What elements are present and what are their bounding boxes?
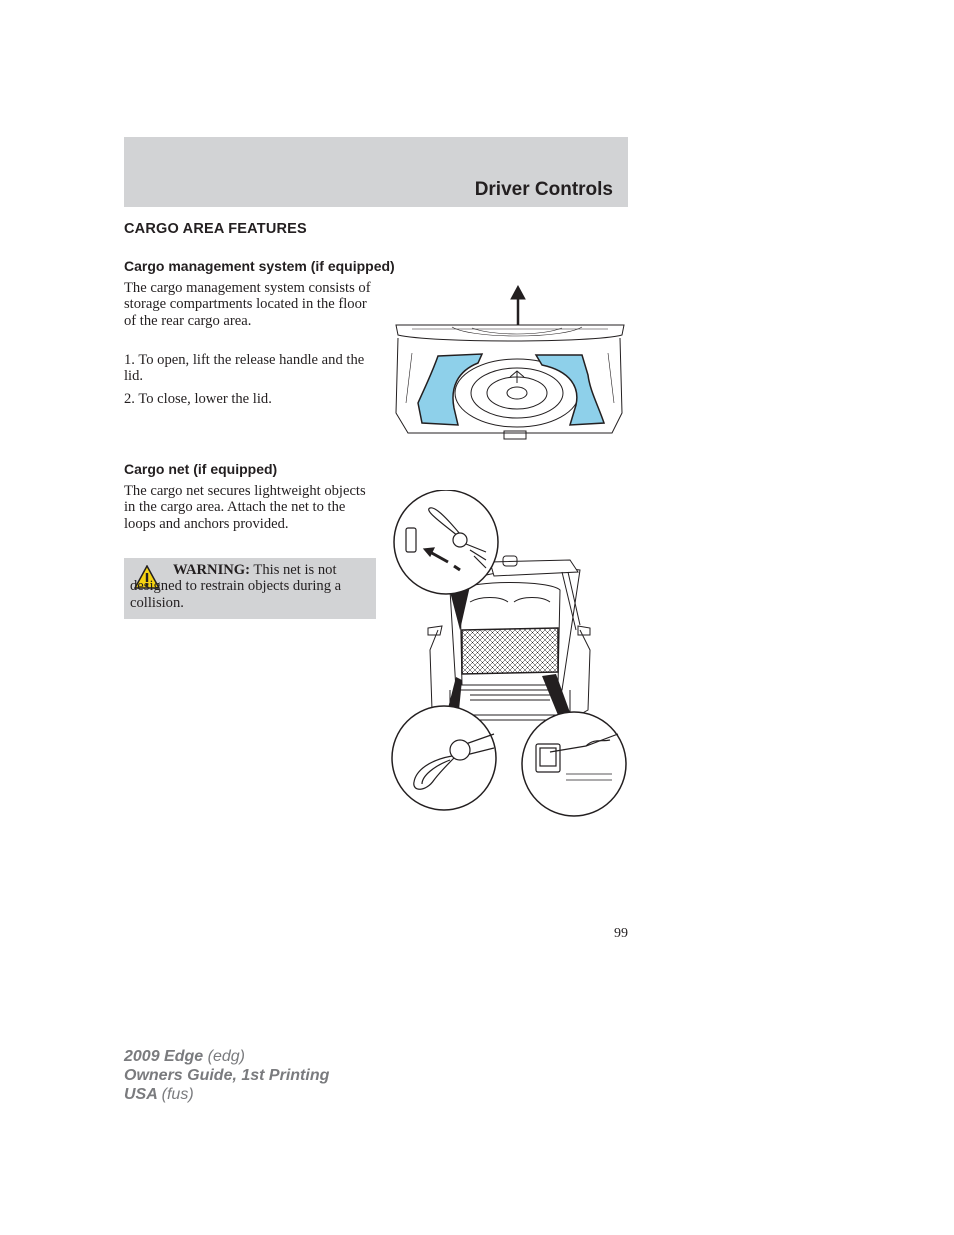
footer-market-code: (fus) <box>161 1086 194 1103</box>
page-number: 99 <box>614 926 628 941</box>
cargo-management-step-1: 1. To open, lift the release handle and the lid. <box>124 352 365 385</box>
cargo-floor-illustration <box>392 283 628 443</box>
warning-text <box>130 562 370 611</box>
footer-model: 2009 Edge <box>124 1048 204 1065</box>
left-storage-compartment <box>418 354 482 425</box>
warning-message: This net is not designed to restrain objects during a collision. <box>130 562 342 611</box>
warning-label: WARNING: <box>173 562 251 578</box>
hook-anchor-detail-circle <box>522 712 626 816</box>
cargo-management-intro: The cargo management system consists of storage compartments located in the floor of the rear cargo area. <box>124 280 371 329</box>
warning-box <box>124 558 376 619</box>
cargo-net-body: The cargo net secures lightweight objects in the cargo area. Attach the net to the loops and anchors provided. <box>124 483 366 532</box>
cargo-net <box>462 628 558 674</box>
loop-detail-circle <box>394 490 498 594</box>
footer-model-code: (edg) <box>207 1048 245 1065</box>
cargo-management-step-2: 2. To close, lower the lid. <box>124 391 272 407</box>
lift-arrow-head <box>511 286 525 299</box>
section-title: CARGO AREA FEATURES <box>124 221 307 237</box>
cargo-management-heading: Cargo management system (if equipped) <box>124 258 395 274</box>
section-header-title: Driver Controls <box>474 179 613 200</box>
section-header-bar <box>124 137 628 207</box>
footer-edition-info <box>124 1047 329 1104</box>
cargo-net-heading: Cargo net (if equipped) <box>124 461 278 477</box>
cargo-net-illustration <box>390 490 630 820</box>
footer-printing: Owners Guide, 1st Printing <box>124 1067 330 1084</box>
footer-market: USA <box>124 1086 158 1103</box>
